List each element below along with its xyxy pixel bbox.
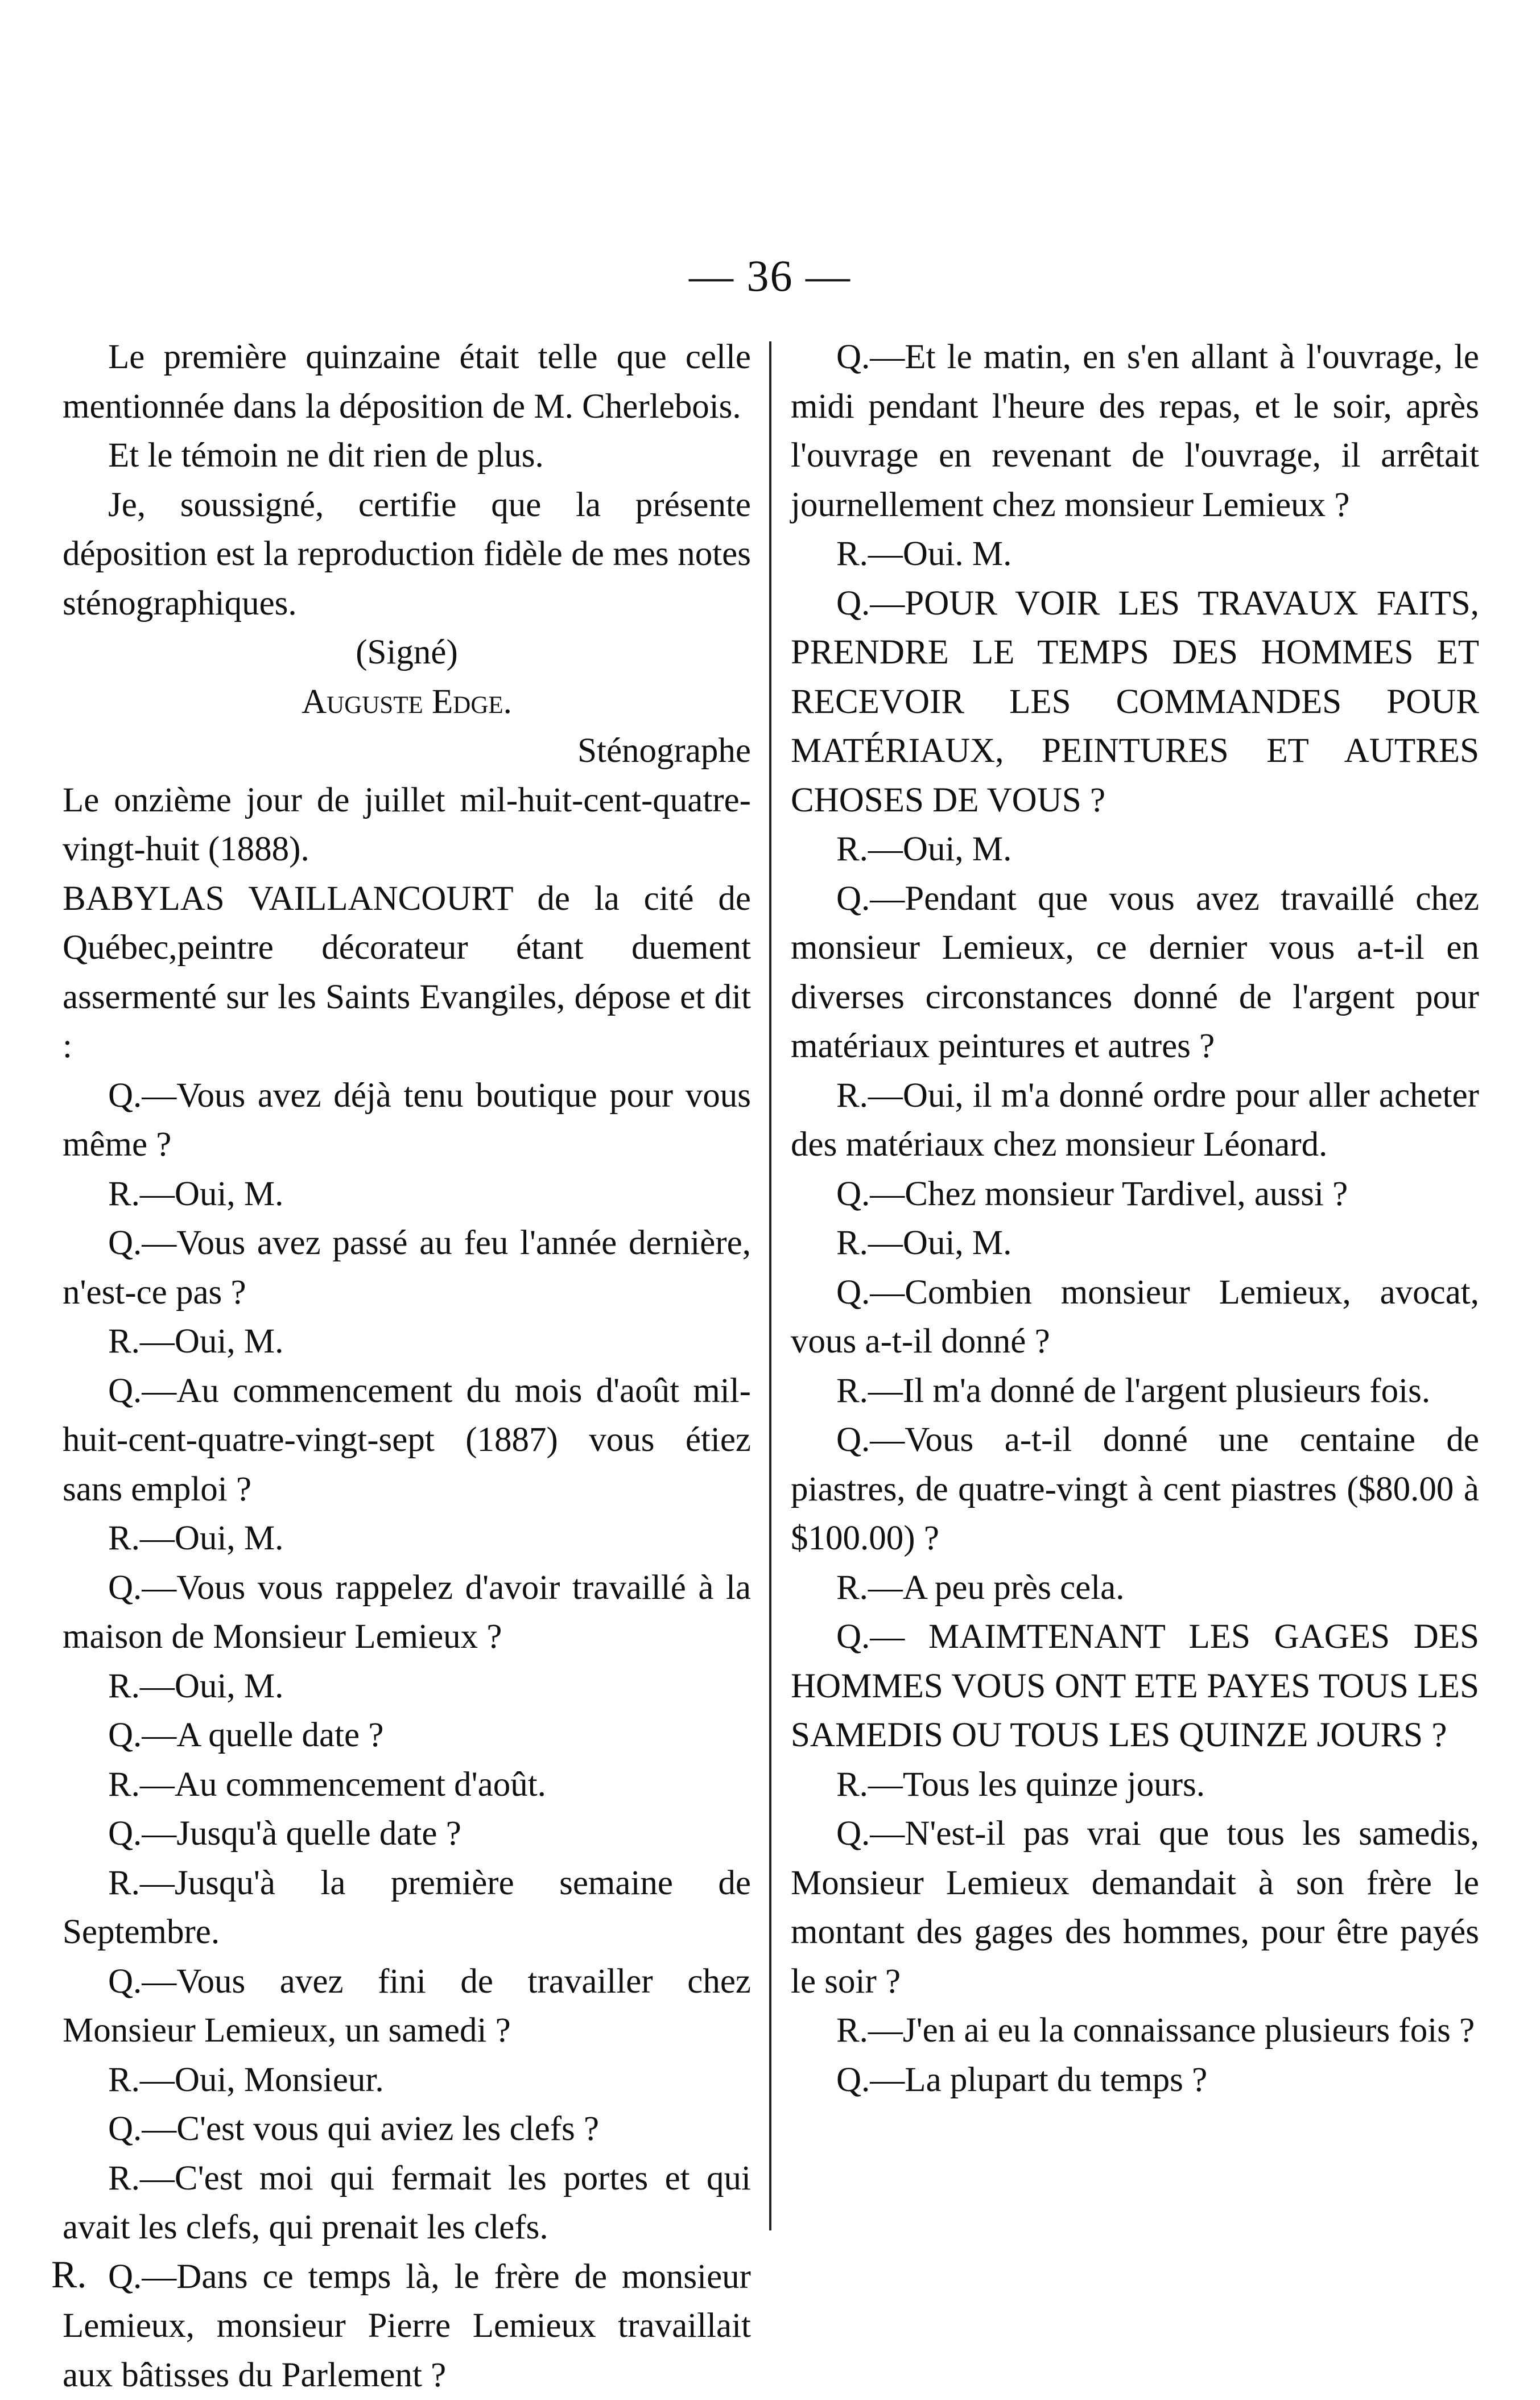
column-divider xyxy=(769,341,771,2230)
question: Q.—Dans ce temps là, le frère de monsieur Lemieux, monsieur Pierre Lemieux travaillait aux bâtisses du Parlement ? xyxy=(63,2253,751,2400)
paragraph: Je, soussigné, certifie que la présente déposition est la reproduction fidèle de mes notes sténographiques. xyxy=(63,481,751,629)
answer: R.—Oui. M. xyxy=(791,530,1479,579)
signature-label: (Signé) xyxy=(63,628,751,678)
question: Q.—Vous avez fini de travailler chez Monsieur Lemieux, un samedi ? xyxy=(63,1957,751,2056)
answer: R.—Oui, M. xyxy=(63,1514,751,1564)
answer: R.—J'en ai eu la connaissance plusieurs fois ? xyxy=(791,2006,1479,2056)
question: Q.—La plupart du temps ? xyxy=(791,2056,1479,2105)
answer: R.—Oui, il m'a donné ordre pour aller acheter des matériaux chez monsieur Léonard. xyxy=(791,1071,1479,1170)
question: Q.—Vous avez passé au feu l'année dernière, n'est-ce pas ? xyxy=(63,1219,751,1317)
witness-intro: BABYLAS VAILLANCOURT de la cité de Québec,peintre décorateur étant duement assermenté sur les Saints Evangiles, dépose et dit : xyxy=(63,875,751,1071)
answer: R.—Au commencement d'août. xyxy=(63,1760,751,1810)
paragraph: Le onzième jour de juillet mil-huit-cent-quatre-vingt-huit (1888). xyxy=(63,776,751,875)
question: Q.—C'est vous qui aviez les clefs ? xyxy=(63,2105,751,2154)
question: Q.—Vous avez déjà tenu boutique pour vous même ? xyxy=(63,1071,751,1170)
paragraph: Le première quinzaine était telle que celle mentionnée dans la déposition de M. Cherlebois. xyxy=(63,333,751,431)
answer: R.—Oui, M. xyxy=(63,1662,751,1712)
question: Q.—Chez monsieur Tardivel, aussi ? xyxy=(791,1170,1479,1219)
question: Q.—Pendant que vous avez travaillé chez monsieur Lemieux, ce dernier vous a-t-il en diverses circonstances donné de l'argent pour matériaux peintures et autres ? xyxy=(791,875,1479,1071)
page-number: — 36 — xyxy=(0,250,1540,302)
question: Q.—Jusqu'à quelle date ? xyxy=(63,1809,751,1859)
question: Q.—Vous a-t-il donné une centaine de piastres, de quatre-vingt à cent piastres ($80.00 à $100.00) ? xyxy=(791,1416,1479,1564)
signatory-name: Auguste Edge. xyxy=(63,678,751,727)
answer: R.—Oui, M. xyxy=(63,1317,751,1367)
answer: R.—Oui, M. xyxy=(63,1170,751,1219)
question: Q.—Vous vous rappelez d'avoir travaillé à la maison de Monsieur Lemieux ? xyxy=(63,1564,751,1662)
answer: R.—Tous les quinze jours. xyxy=(791,1760,1479,1810)
paragraph: Et le témoin ne dit rien de plus. xyxy=(63,431,751,481)
answer: R.—C'est moi qui fermait les portes et qui avait les clefs, qui prenait les clefs. xyxy=(63,2154,751,2253)
question: Q.—A quelle date ? xyxy=(63,1711,751,1760)
question: Q.—N'est-il pas vrai que tous les samedis, Monsieur Lemieux demandait à son frère le montant des gages des hommes, pour être payés le soir ? xyxy=(791,1809,1479,2006)
right-column xyxy=(791,333,1479,2105)
question: Q.—Combien monsieur Lemieux, avocat, vous a-t-il donné ? xyxy=(791,1268,1479,1367)
question: Q.— MAIMTENANT LES GAGES DES HOMMES VOUS ONT ETE PAYES TOUS LES SAMEDIS OU TOUS LES QUINZE JOURS ? xyxy=(791,1613,1479,1760)
answer: R.—Oui, Monsieur. xyxy=(63,2056,751,2105)
answer: R.—Jusqu'à la première semaine de Septembre. xyxy=(63,1859,751,1957)
signatory-title: Sténographe xyxy=(63,727,751,776)
answer: R.—Oui, M. xyxy=(791,825,1479,875)
question: Q.—Et le matin, en s'en allant à l'ouvrage, le midi pendant l'heure des repas, et le soir, après l'ouvrage en revenant de l'ouvrage, il arrêtait journellement chez monsieur Lemieux ? xyxy=(791,333,1479,530)
question: Q.—POUR VOIR LES TRAVAUX FAITS, PRENDRE LE TEMPS DES HOMMES ET RECEVOIR LES COMMANDES POUR MATÉRIAUX, PEINTURES ET AUTRES CHOSES DE VOUS ? xyxy=(791,579,1479,826)
answer: R.—Il m'a donné de l'argent plusieurs fois. xyxy=(791,1367,1479,1416)
answer: R.—A peu près cela. xyxy=(791,1564,1479,1613)
footer-mark: R. xyxy=(51,2252,86,2297)
answer: R.—Oui, M. xyxy=(791,1219,1479,1268)
left-column xyxy=(63,333,751,2400)
question: Q.—Au commencement du mois d'août mil-huit-cent-quatre-vingt-sept (1887) vous étiez sans emploi ? xyxy=(63,1367,751,1515)
